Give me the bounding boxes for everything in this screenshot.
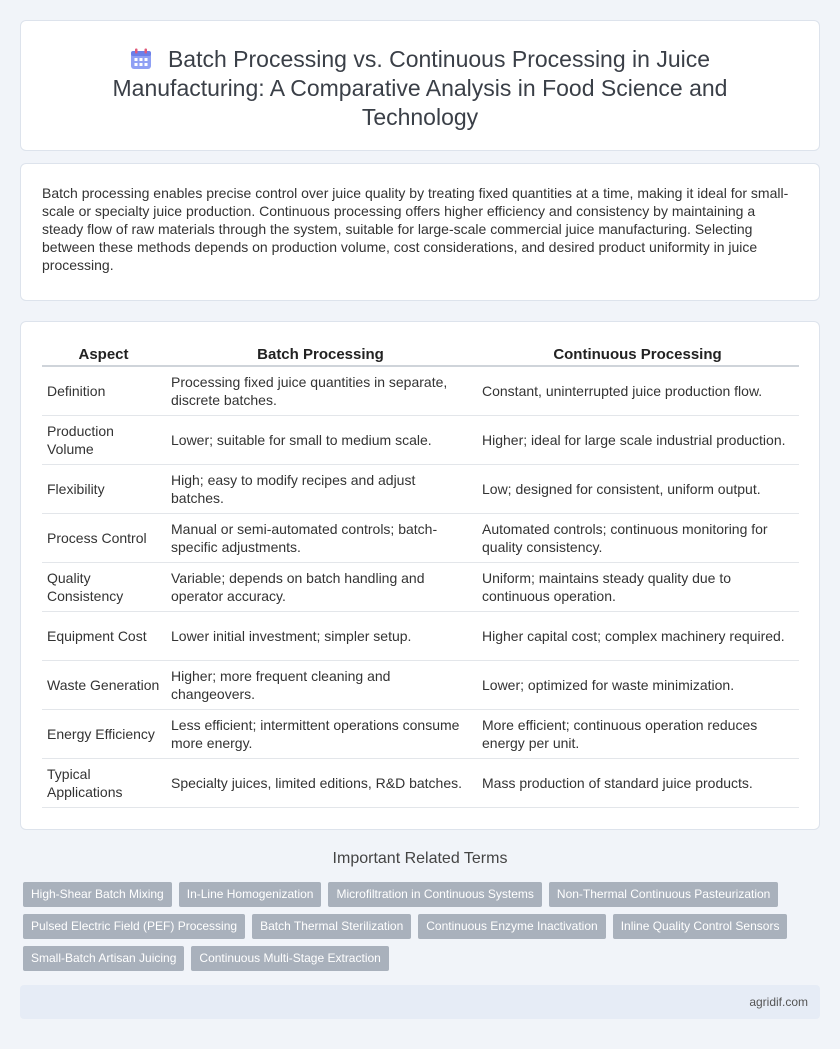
comparison-table-card [20,321,820,830]
continuous-cell: Constant, uninterrupted juice production flow. [476,366,799,416]
page-title [61,45,779,132]
term-tag[interactable]: Inline Quality Control Sensors [613,914,788,939]
batch-cell: High; easy to modify recipes and adjust batches. [165,465,476,514]
continuous-cell: Lower; optimized for waste minimization. [476,661,799,710]
table-row [42,465,799,514]
header-batch: Batch Processing [165,340,476,366]
table-row [42,563,799,612]
term-tag[interactable]: Pulsed Electric Field (PEF) Processing [23,914,245,939]
batch-cell: Specialty juices, limited editions, R&D batches. [165,759,476,808]
term-tag[interactable]: Continuous Enzyme Inactivation [418,914,605,939]
aspect-cell: Process Control [42,514,165,563]
continuous-cell: Automated controls; continuous monitoring for quality consistency. [476,514,799,563]
page-title-text: Batch Processing vs. Continuous Processing in Juice Manufacturing: A Comparative Analysis in Food Science and Technology [112,46,728,130]
term-tag[interactable]: Non-Thermal Continuous Pasteurization [549,882,778,907]
term-tag[interactable]: Microfiltration in Continuous Systems [328,882,541,907]
table-row [42,710,799,759]
continuous-cell: Higher capital cost; complex machinery required. [476,612,799,661]
table-row [42,514,799,563]
table-row [42,612,799,661]
aspect-cell: Waste Generation [42,661,165,710]
title-card [20,20,820,151]
term-tag[interactable]: Batch Thermal Sterilization [252,914,411,939]
table-row [42,416,799,465]
continuous-cell: Uniform; maintains steady quality due to continuous operation. [476,563,799,612]
term-tag[interactable]: In-Line Homogenization [179,882,322,907]
batch-cell: Variable; depends on batch handling and operator accuracy. [165,563,476,612]
aspect-cell: Flexibility [42,465,165,514]
footer-bar [20,985,820,1019]
table-header-row [42,340,799,366]
continuous-cell: Mass production of standard juice products. [476,759,799,808]
footer-site-link[interactable]: agridif.com [749,995,808,1009]
aspect-cell: Production Volume [42,416,165,465]
table-row [42,759,799,808]
table-row [42,366,799,416]
aspect-cell: Typical Applications [42,759,165,808]
aspect-cell: Definition [42,366,165,416]
batch-cell: Less efficient; intermittent operations consume more energy. [165,710,476,759]
related-terms-list [23,882,823,971]
intro-card [20,163,820,301]
continuous-cell: Higher; ideal for large scale industrial production. [476,416,799,465]
aspect-cell: Energy Efficiency [42,710,165,759]
batch-cell: Manual or semi-automated controls; batch-specific adjustments. [165,514,476,563]
term-tag[interactable]: Continuous Multi-Stage Extraction [191,946,388,971]
continuous-cell: Low; designed for consistent, uniform output. [476,465,799,514]
aspect-cell: Equipment Cost [42,612,165,661]
intro-paragraph: Batch processing enables precise control over juice quality by treating fixed quantities at a time, making it ideal for small-scale or specialty juice production. Continuous processing offers higher efficiency and consistency by maintaining a steady flow of raw materials through the system, suitable for large-scale commercial juice manufacturing. Selecting between these methods depends on production volume, cost considerations, and desired product uniformity in juice processing. [42,185,789,273]
batch-cell: Lower initial investment; simpler setup. [165,612,476,661]
calendar-icon [130,48,152,70]
related-terms-title: Important Related Terms [332,850,508,867]
comparison-table [42,340,799,808]
table-row [42,661,799,710]
batch-cell: Higher; more frequent cleaning and changeovers. [165,661,476,710]
batch-cell: Lower; suitable for small to medium scale. [165,416,476,465]
continuous-cell: More efficient; continuous operation reduces energy per unit. [476,710,799,759]
aspect-cell: Quality Consistency [42,563,165,612]
term-tag[interactable]: Small-Batch Artisan Juicing [23,946,184,971]
term-tag[interactable]: High-Shear Batch Mixing [23,882,172,907]
header-continuous: Continuous Processing [476,340,799,366]
header-aspect: Aspect [42,340,165,366]
batch-cell: Processing fixed juice quantities in separate, discrete batches. [165,366,476,416]
